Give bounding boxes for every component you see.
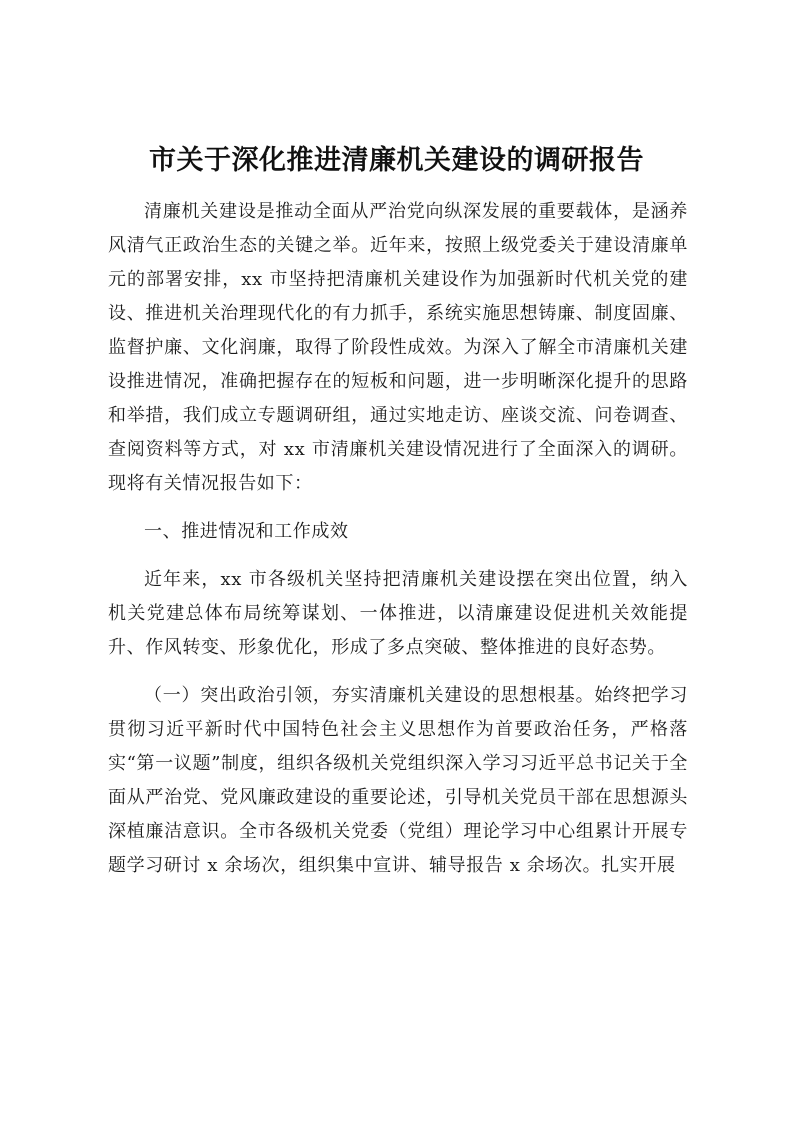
section-intro-paragraph: 近年来，xx 市各级机关坚持把清廉机关建设摆在突出位置，纳入机关党建总体布局统筹谋划、一体推进，以清廉建设促进机关效能提升、作风转变、形象优化，形成了多点突破、整体推进的良好态势。 [108, 569, 688, 658]
intro-paragraph: 清廉机关建设是推动全面从严治党向纵深发展的重要载体，是涵养风清气正政治生态的关键之举。近年来，按照上级党委关于建设清廉单元的部署安排，xx 市坚持把清廉机关建设作为加强新时代机关党的建设、推进机关治理现代化的有力抓手，系统实施思想铸廉、制度固廉、监督护廉、文化润廉，取得了阶段性成效。为深入了解全市清廉机关建设推进情况，准确把握存在的短板和问题，进一步明晰深化提升的思路和举措，我们成立专题调研组，通过实地走访、座谈交流、问卷调查、查阅资料等方式，对 xx 市清廉机关建设情况进行了全面深入的调研。现将有关情况报告如下： [108, 201, 688, 494]
document-body [108, 195, 688, 883]
subsection-paragraph: （一）突出政治引领，夯实清廉机关建设的思想根基。始终把学习贯彻习近平新时代中国特色社会主义思想作为首要政治任务，严格落实“第一议题”制度，组织各级机关党组织深入学习习近平总书记关于全面从严治党、党风廉政建设的重要论述，引导机关党员干部在思想源头深植廉洁意识。全市各级机关党委（党组）理论学习中心组累计开展专题学习研讨 x 余场次，组织集中宣讲、辅导报告 x 余场次。扎实开展 [108, 685, 688, 876]
document-title: 市关于深化推进清廉机关建设的调研报告 [149, 145, 644, 176]
section-heading: 一、推进情况和工作成效 [144, 521, 349, 542]
